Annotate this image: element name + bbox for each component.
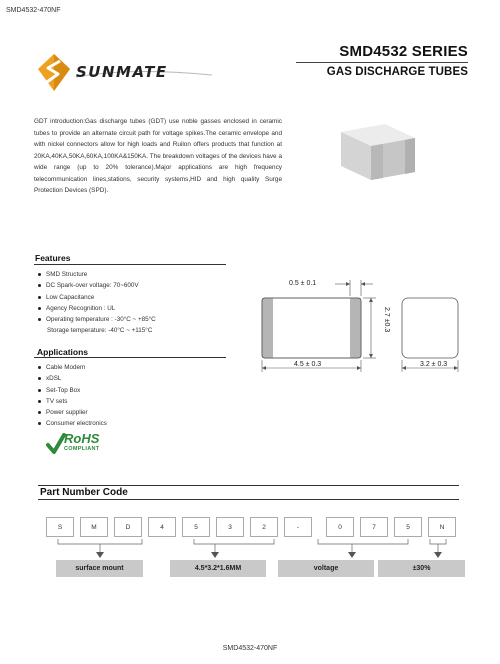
list-item: TV sets	[37, 396, 237, 407]
pn-char-box: 0	[326, 517, 354, 537]
list-item: SMD Structure	[37, 269, 237, 280]
applications-title: Applications	[37, 347, 89, 357]
header-doc-code: SMD4532-470NF	[6, 7, 61, 14]
pn-char-box: M	[80, 517, 108, 537]
intro-paragraph: GDT introduction:Gas discharge tubes (GDT) use noble gasses enclosed in ceramic tubes to provide an alternate circuit path for voltage spikes.The ceramic envelope and with nickel connectors allow for high loads and Ruilon offers products that function at 20KA,40KA,50KA,60KA,100KA&150KA. The breakdown voltages of the devices have a wide range (up to 20% tolerance).Major applications are high frequency telecommunication lines,stations, security systems,HID and high quality Surge Protection Devices (SPD).	[34, 118, 282, 194]
arrow-down-icon	[434, 552, 442, 558]
bullet-icon	[38, 366, 41, 369]
list-item: Low Capacitance	[37, 292, 237, 303]
height-dimension-label: 2.7 ±0.3	[383, 307, 390, 333]
rohs-badge	[46, 431, 110, 457]
features-list	[37, 269, 237, 325]
pn-char-box: N	[428, 517, 456, 537]
pn-label-voltage: voltage	[278, 560, 374, 577]
bullet-icon	[38, 422, 41, 425]
bullet-icon	[38, 273, 41, 276]
list-item: Agency Recognition : UL	[37, 303, 237, 314]
series-subtitle: GAS DISCHARGE TUBES	[326, 66, 468, 78]
bullet-icon	[38, 284, 41, 287]
arrow-down-icon	[348, 552, 356, 558]
pn-char-box: 5	[182, 517, 210, 537]
brand-name: SUNMATE	[76, 63, 168, 81]
pn-char-box: D	[114, 517, 142, 537]
pn-char-box: 4	[148, 517, 176, 537]
chip-right-cap	[350, 298, 361, 358]
storage-temperature: Storage temperature: -40°C ~ +115°C	[47, 327, 153, 334]
bullet-icon	[38, 307, 41, 310]
width-dimension-label: 3.2 ± 0.3	[420, 361, 448, 368]
pn-char-box: 7	[360, 517, 388, 537]
arrow-down-icon	[96, 552, 104, 558]
pn-char-box: 5	[394, 517, 422, 537]
list-item: Consumer electronics	[37, 418, 237, 429]
footer-doc-code: SMD4532-470NF	[222, 645, 278, 652]
pn-label-tolerance: ±30%	[378, 560, 465, 577]
cap-dimension-label: 0.5 ± 0.1	[289, 280, 317, 287]
list-item: Power supplier	[37, 407, 237, 418]
list-item: xDSL	[37, 373, 237, 384]
list-item: Cable Modem	[37, 362, 237, 373]
bullet-icon	[38, 318, 41, 321]
pn-top-rule	[38, 485, 459, 486]
rohs-check-icon	[46, 433, 66, 455]
bullet-icon	[38, 296, 41, 299]
list-item: DC Spark-over voltage: 70~600V	[37, 280, 237, 291]
pn-bottom-rule	[38, 499, 459, 500]
pn-char-box: 2	[250, 517, 278, 537]
series-title: SMD4532 SERIES	[339, 43, 468, 60]
pn-label-surface-mount: surface mount	[56, 560, 143, 577]
features-title: Features	[35, 253, 71, 263]
pn-label-dimensions: 4.5*3.2*1.6MM	[170, 560, 266, 577]
rohs-title: RoHS	[64, 431, 100, 446]
part-number-brackets	[46, 537, 458, 561]
arrow-down-icon	[211, 552, 219, 558]
part-number-boxes	[46, 517, 458, 537]
bullet-icon	[38, 400, 41, 403]
length-dimension-label: 4.5 ± 0.3	[294, 361, 322, 368]
sunmate-logo	[36, 51, 214, 95]
title-divider	[296, 62, 468, 63]
part-number-title: Part Number Code	[40, 487, 128, 498]
pn-char-box: 3	[216, 517, 244, 537]
bullet-icon	[38, 389, 41, 392]
chip-front-view	[262, 298, 361, 358]
list-item: Operating temperature : -30°C ~ +85°C	[37, 314, 237, 325]
applications-list	[37, 362, 237, 430]
rohs-sub: COMPLIANT	[64, 446, 100, 452]
chip-side-view	[402, 298, 458, 358]
bullet-icon	[38, 411, 41, 414]
product-photo	[313, 110, 433, 190]
pn-char-box: S	[46, 517, 74, 537]
applications-rule	[34, 357, 226, 358]
features-rule	[34, 264, 226, 265]
list-item: Set-Top Box	[37, 385, 237, 396]
pn-char-box: -	[284, 517, 312, 537]
bullet-icon	[38, 377, 41, 380]
chip-left-cap	[262, 298, 273, 358]
